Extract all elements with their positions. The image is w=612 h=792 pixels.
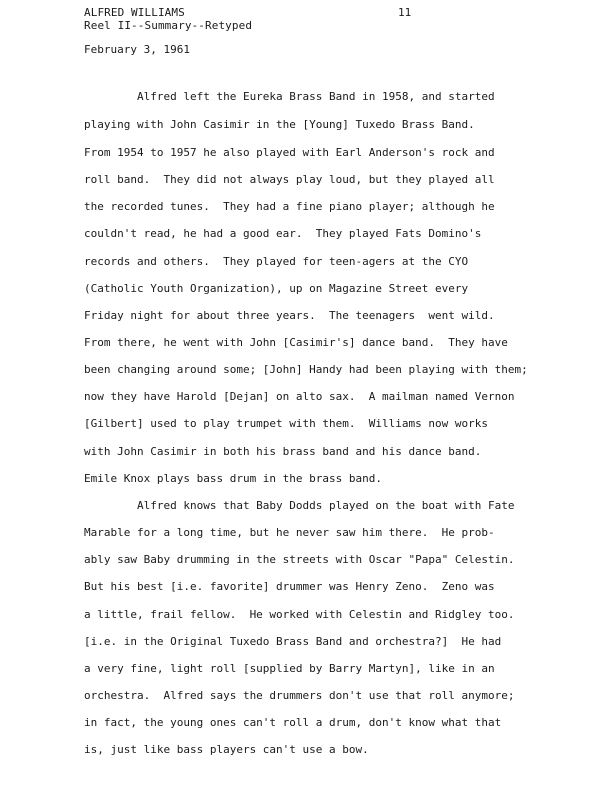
body-line: Marable for a long time, but he never saw him there. He prob- bbox=[84, 526, 495, 539]
body-line: is, just like bass players can't use a bow. bbox=[84, 743, 369, 756]
body-line: in fact, the young ones can't roll a drum, don't know what that bbox=[84, 716, 502, 729]
body-line: Friday night for about three years. The teenagers went wild. bbox=[84, 309, 495, 322]
body-line: ably saw Baby drumming in the streets with Oscar "Papa" Celestin. bbox=[84, 553, 515, 566]
body-line: now they have Harold [Dejan] on alto sax. A mailman named Vernon bbox=[84, 390, 515, 403]
body-line: [i.e. in the Original Tuxedo Brass Band and orchestra?] He had bbox=[84, 635, 502, 648]
body-line: From there, he went with John [Casimir's] dance band. They have bbox=[84, 336, 508, 349]
body-line: But his best [i.e. favorite] drummer was Henry Zeno. Zeno was bbox=[84, 580, 495, 593]
body-line: orchestra. Alfred says the drummers don't use that roll anymore; bbox=[84, 689, 515, 702]
body-line: the recorded tunes. They had a fine piano player; although he bbox=[84, 200, 495, 213]
body-line: Alfred left the Eureka Brass Band in 1958, and started bbox=[84, 90, 495, 103]
body-line: (Catholic Youth Organization), up on Magazine Street every bbox=[84, 282, 469, 295]
header-reel: Reel II--Summary--Retyped bbox=[84, 19, 253, 32]
body-line: a very fine, light roll [supplied by Barry Martyn], like in an bbox=[84, 662, 495, 675]
document-date: February 3, 1961 bbox=[84, 43, 190, 56]
body-line: with John Casimir in both his brass band and his dance band. bbox=[84, 445, 482, 458]
body-line: Emile Knox plays bass drum in the brass band. bbox=[84, 472, 383, 485]
body-line: playing with John Casimir in the [Young] Tuxedo Brass Band. bbox=[84, 118, 475, 131]
body-line: From 1954 to 1957 he also played with Earl Anderson's rock and bbox=[84, 146, 495, 159]
body-line: Alfred knows that Baby Dodds played on the boat with Fate bbox=[84, 499, 515, 512]
body-line: roll band. They did not always play loud, but they played all bbox=[84, 173, 495, 186]
body-line: a little, frail fellow. He worked with Celestin and Ridgley too. bbox=[84, 608, 515, 621]
header-name: ALFRED WILLIAMS bbox=[84, 6, 185, 19]
body-line: couldn't read, he had a good ear. They played Fats Domino's bbox=[84, 227, 482, 240]
body-line: been changing around some; [John] Handy had been playing with them; bbox=[84, 363, 528, 376]
body-line: records and others. They played for teen-agers at the CYO bbox=[84, 255, 469, 268]
page-number: 11 bbox=[398, 6, 412, 19]
body-line: [Gilbert] used to play trumpet with them. Williams now works bbox=[84, 417, 488, 430]
